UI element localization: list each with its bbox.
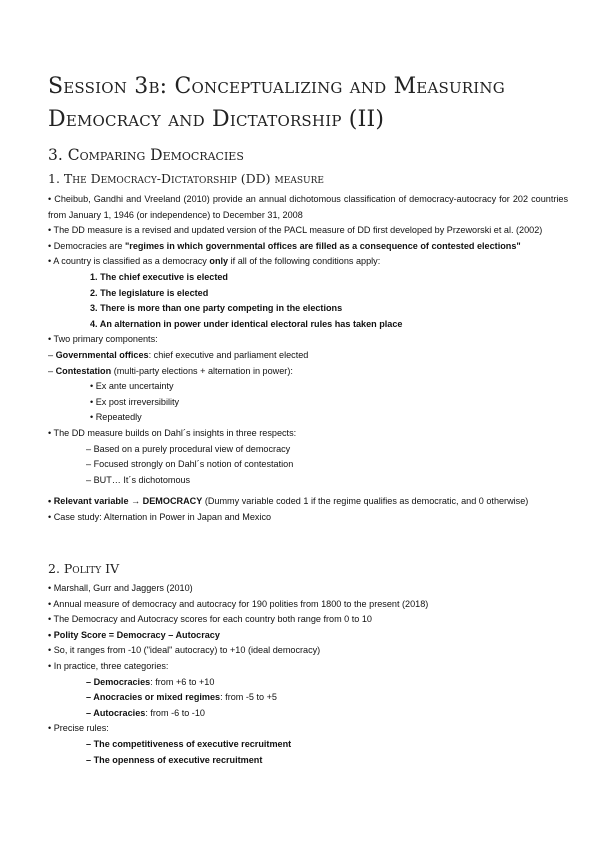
condition-item: 2. The legislature is elected [90, 287, 209, 298]
subsection-heading-dd: 1. The Democracy-Dictatorship (DD) measure [48, 171, 324, 186]
dd-section-body [48, 192, 568, 525]
polity-bullet-authors: • Marshall, Gurr and Jaggers (2010) [48, 583, 193, 593]
dd-bullet-components: • Two primary components: [48, 334, 158, 345]
component-offices: – Governmental offices: chief executive and parliament elected [48, 349, 309, 360]
polity-bullet-rules: • Precise rules: [48, 723, 109, 734]
subsection-heading-polity: 2. Polity IV [48, 561, 120, 576]
condition-item: 3. There is more than one party competing in the elections [90, 303, 343, 314]
dd-bullet-variable: • Relevant variable → DEMOCRACY (Dummy variable coded 1 if the regime qualifies as democratic, and 0 otherwise) [48, 496, 529, 507]
section-heading: 3. Comparing Democracies [48, 146, 244, 164]
category-item: – Autocracies: from -6 to -10 [86, 707, 205, 718]
polity-bullet-range: • So, it ranges from -10 ("ideal" autocracy) to +10 (ideal democracy) [48, 645, 321, 656]
dd-bullet-dahl: • The DD measure builds on Dahl´s insights in three respects: [48, 427, 297, 438]
polity-bullet-formula: • Polity Score = Democracy – Autocracy [48, 629, 220, 640]
category-item: – Democracies: from +6 to +10 [86, 676, 215, 687]
contestation-item: • Ex ante uncertainty [90, 381, 174, 392]
polity-bullet-scores: • The Democracy and Autocracy scores for each country both range from 0 to 10 [48, 614, 372, 625]
dd-bullet-cheibub: • Cheibub, Gandhi and Vreeland (2010) provide an annual dichotomous classification of democracy-autocracy for 202 countries from January 1, 1946 (or independence) to December 31, 2008 [48, 194, 568, 220]
component-contestation: – Contestation (multi-party elections + alternation in power): [48, 365, 293, 376]
dahl-item: – Based on a purely procedural view of democracy [86, 443, 291, 454]
polity-bullet-annual: • Annual measure of democracy and autocracy for 190 polities from 1800 to the present (2018) [48, 598, 429, 609]
polity-bullet-categories: • In practice, three categories: [48, 660, 169, 671]
rule-item: – The competitiveness of executive recruitment [86, 738, 292, 749]
dd-bullet-pacl: • The DD measure is a revised and updated version of the PACL measure of DD first developed by Przeworski et al. (2002) [48, 225, 543, 236]
contestation-item: • Repeatedly [90, 412, 142, 423]
dd-bullet-conditions: • A country is classified as a democracy only if all of the following conditions apply: [48, 256, 381, 267]
dahl-item: – BUT… It´s dichotomous [86, 474, 191, 485]
contestation-item: • Ex post irreversibility [90, 396, 180, 407]
dd-bullet-definition: • Democracies are "regimes in which governmental offices are filled as a consequence of contested elections" [48, 240, 521, 251]
condition-item: 1. The chief executive is elected [90, 271, 228, 282]
rule-item: – The openness of executive recruitment [86, 754, 263, 765]
dd-bullet-case-study: • Case study: Alternation in Power in Japan and Mexico [48, 511, 272, 522]
polity-section-body [48, 581, 568, 768]
condition-item: 4. An alternation in power under identical electoral rules has taken place [90, 318, 403, 329]
category-item: – Anocracies or mixed regimes: from -5 to +5 [86, 692, 277, 703]
dahl-item: – Focused strongly on Dahl´s notion of contestation [86, 459, 294, 470]
page-title: Session 3b: Conceptualizing and Measuring Democracy and Dictatorship (II) [48, 74, 505, 132]
